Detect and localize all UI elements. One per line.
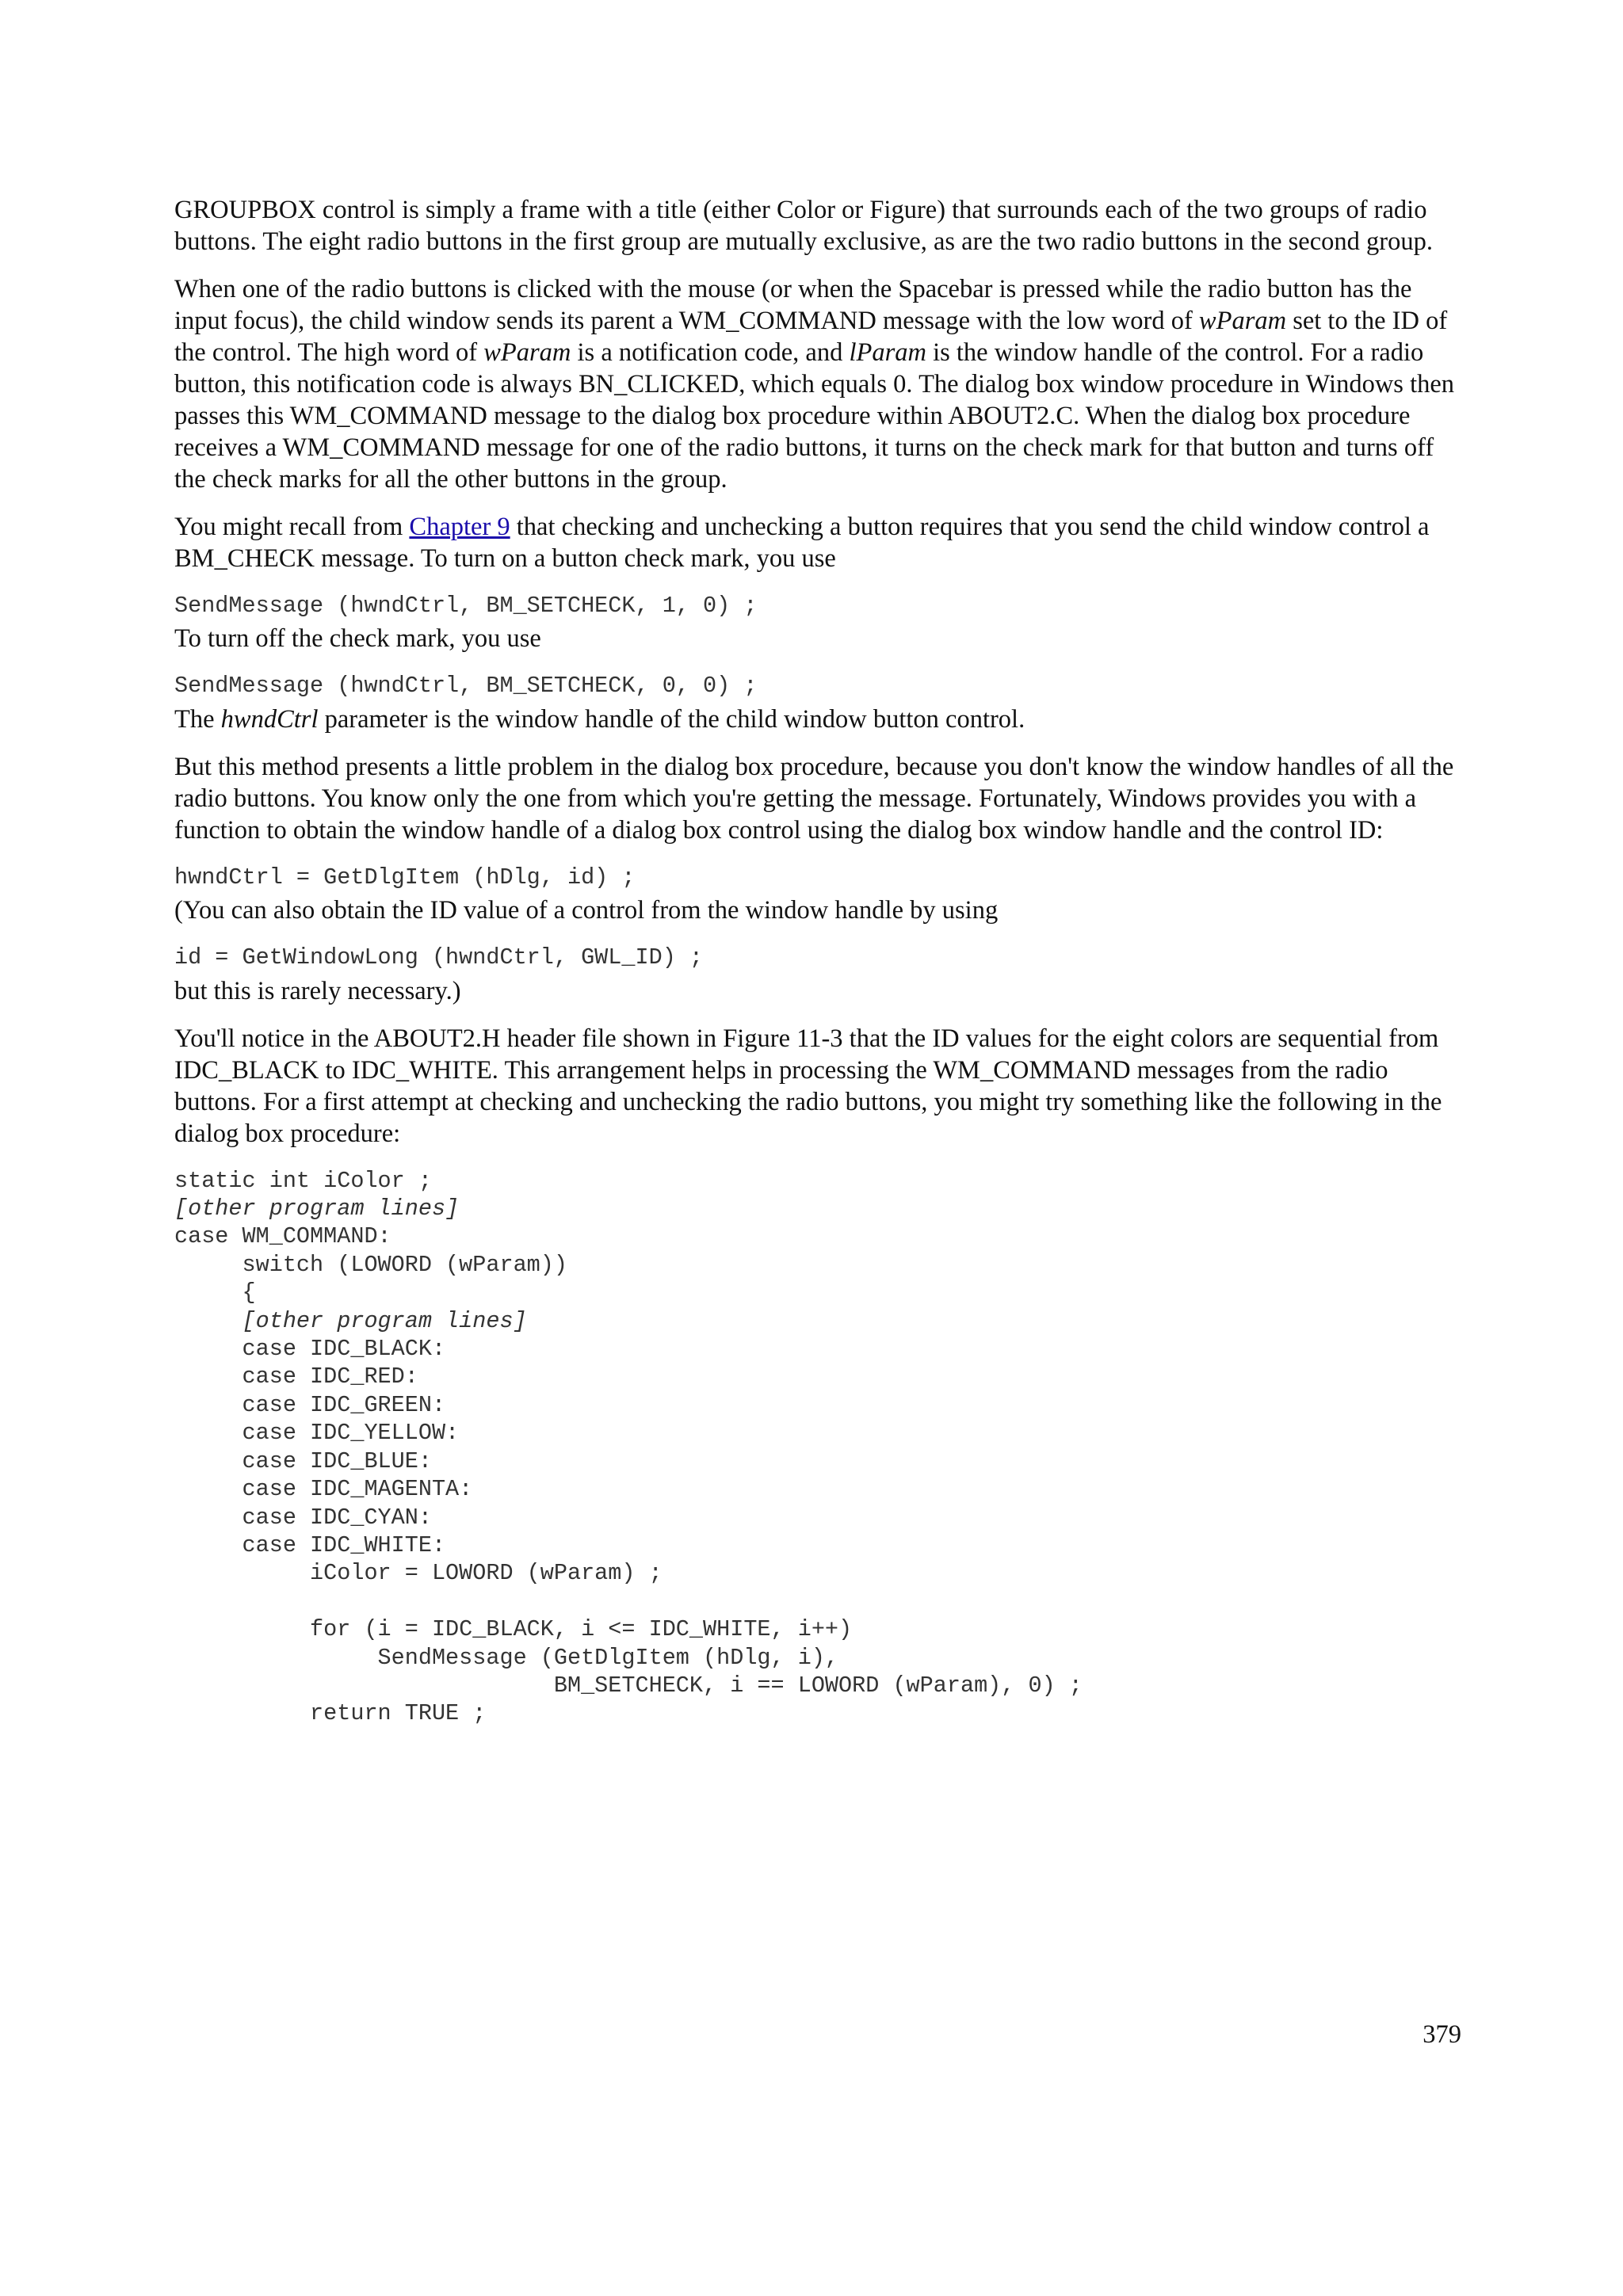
paragraph-check-recall: You might recall from Chapter 9 that checking and unchecking a button requires that you send the child window control a BM_CHECK message. To turn on a button check mark, you use [174, 513, 1430, 573]
code-line: [other program lines] [174, 1307, 527, 1334]
term-lparam: lParam [849, 338, 926, 367]
code-line: case IDC_CYAN: [174, 1504, 432, 1531]
paragraph-about2-header: You'll notice in the ABOUT2.H header file shown in Figure 11-3 that the ID values for the eight colors are sequential from IDC_BLACK to IDC_WHITE. This arrangement helps in processing the WM_COMMAND messages from the radio buttons. For a first attempt at checking and unchecking the radio buttons, you might try something like the following in the dialog box procedure: [174, 1024, 1442, 1148]
code-line: case IDC_WHITE: [174, 1531, 446, 1558]
code-line: { [174, 1280, 256, 1306]
paragraph-hwndctrl: The hwndCtrl parameter is the window handle of the child window button control. [174, 704, 1025, 734]
code-line: for (i = IDC_BLACK, i <= IDC_WHITE, i++) [174, 1616, 853, 1643]
document-page [174, 194, 1462, 1731]
paragraph-rarely-necessary: but this is rarely necessary.) [174, 976, 461, 1005]
code-get-dlg-item: hwndCtrl = GetDlgItem (hDlg, id) ; [174, 864, 636, 891]
chapter-9-link[interactable]: Chapter 9 [409, 513, 510, 541]
code-line: case IDC_BLACK: [174, 1336, 446, 1363]
code-set-check-on: SendMessage (hwndCtrl, BM_SETCHECK, 1, 0) ; [174, 593, 758, 619]
code-line: switch (LOWORD (wParam)) [174, 1251, 567, 1278]
page-number: 379 [1423, 2020, 1461, 2049]
term-hwndctrl: hwndCtrl [220, 704, 319, 734]
paragraph-window-handles: But this method presents a little problem in the dialog box procedure, because you don't know the window handles of all the radio buttons. You know only the one from which you're getting the message. Fortunately, Windows provides you with a function to obtain the window handle of a dialog box control using the dialog box window handle and the control ID: [174, 752, 1454, 845]
code-line: case IDC_GREEN: [174, 1391, 446, 1418]
code-set-check-off: SendMessage (hwndCtrl, BM_SETCHECK, 0, 0) ; [174, 673, 758, 700]
term-wparam: wParam [483, 338, 571, 367]
code-line: iColor = LOWORD (wParam) ; [174, 1560, 663, 1587]
paragraph-turn-off: To turn off the check mark, you use [174, 624, 541, 654]
paragraph-obtain-id: (You can also obtain the ID value of a control from the window handle by using [174, 896, 999, 925]
code-line: SendMessage (GetDlgItem (hDlg, i), [174, 1644, 839, 1671]
term-wparam: wParam [1198, 307, 1287, 335]
code-get-window-long: id = GetWindowLong (hwndCtrl, GWL_ID) ; [174, 944, 704, 971]
code-line: return TRUE ; [174, 1700, 487, 1727]
code-line: case IDC_YELLOW: [174, 1420, 460, 1447]
code-line: case IDC_RED: [174, 1363, 418, 1390]
paragraph-radio-click: When one of the radio buttons is clicked with the mouse (or when the Spacebar is pressed while the radio button has the input focus), the child window sends its parent a WM_COMMAND message with the low word of wParam set to the ID of the control. The high word of wParam is a notification code, and lParam is the window handle of the control. For a radio button, this notification code is always BN_CLICKED, which equals 0. The dialog box window procedure in Windows then passes this WM_COMMAND message to the dialog box procedure within ABOUT2.C. When the dialog box procedure receives a WM_COMMAND message for one of the radio buttons, it turns on the check mark for that button and turns off the check marks for all the other buttons in the group. [174, 275, 1455, 494]
code-line: [other program lines] [174, 1196, 460, 1222]
code-line: case IDC_MAGENTA: [174, 1476, 473, 1503]
paragraph-groupbox: GROUPBOX control is simply a frame with a title (either Color or Figure) that surrounds each of the two groups of radio buttons. The eight radio buttons in the first group are mutually exclusive, as are the two radio buttons in the second group. [174, 196, 1433, 256]
code-line: case WM_COMMAND: [174, 1223, 391, 1250]
code-radio-handler [174, 1167, 1462, 1728]
code-line: static int iColor ; [174, 1167, 432, 1194]
code-line: BM_SETCHECK, i == LOWORD (wParam), 0) ; [174, 1672, 1083, 1699]
code-line: case IDC_BLUE: [174, 1447, 432, 1474]
